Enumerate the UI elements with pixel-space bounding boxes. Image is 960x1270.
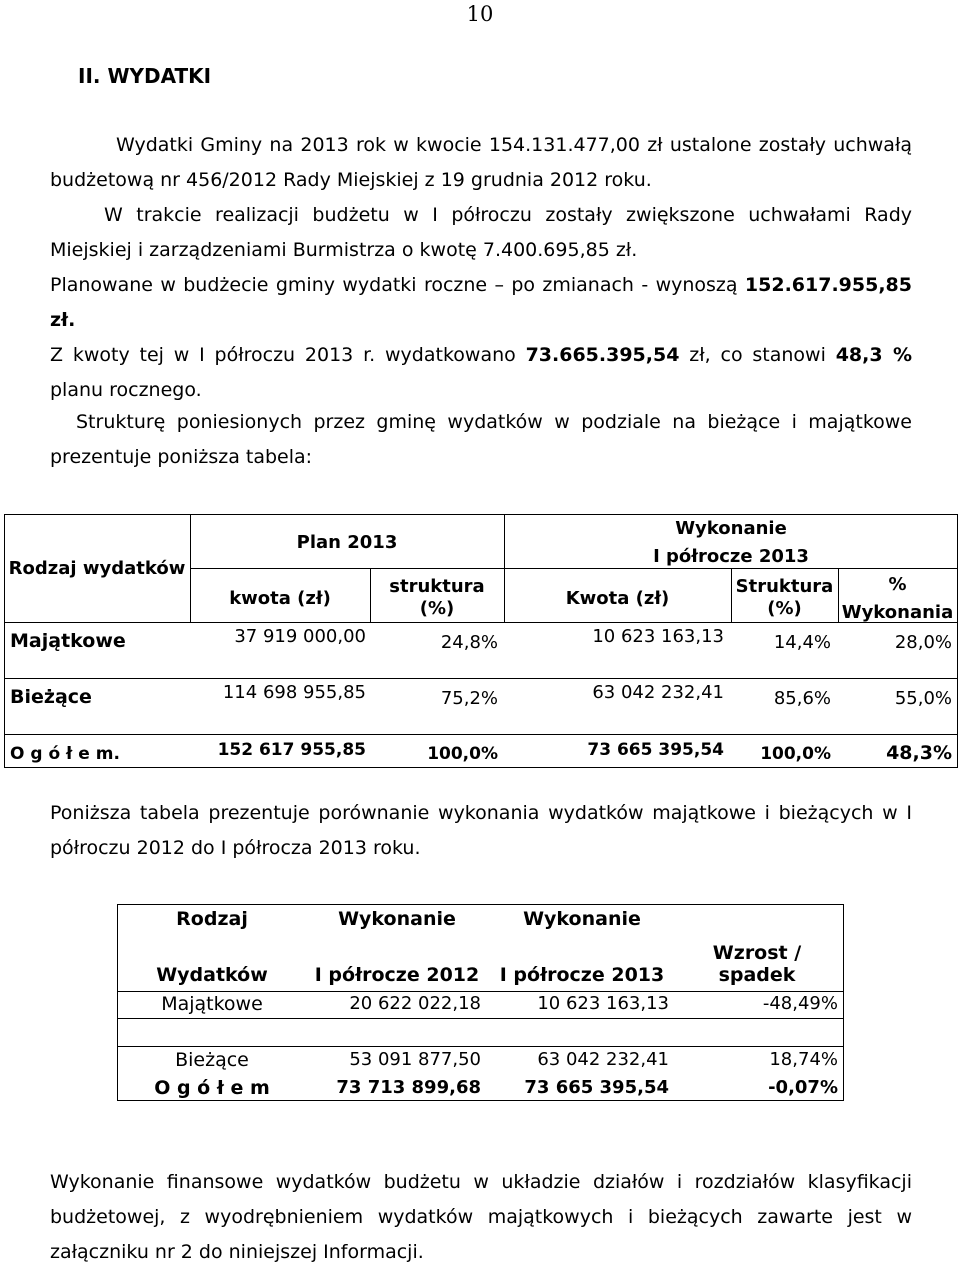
paragraph-financial-execution [50,1165,912,1270]
planned-amount-unit: zł. [50,309,76,331]
header-wyk-struktura: Struktura [735,576,834,597]
header-wyk-struktura-unit: (%) [767,598,802,619]
text-line: Strukturę poniesionych przez gminę wydatków w podziale na bieżące i majątkowe [76,411,912,433]
row-ogolem-2012: 73 713 899,68 [336,1077,481,1098]
planned-amount: 152.617.955,85 [744,274,912,296]
header-wyk-2012-period: I półrocze 2012 [314,964,480,986]
row-ogolem-name: O g ó ł e m. [10,744,120,764]
row-ogolem-wyk-struct: 100,0% [760,744,831,764]
expenses-comparison-table [117,904,844,1101]
paragraph-executed-expenses [50,338,912,408]
text-line [50,338,912,373]
header-plan-struktura-unit: (%) [419,598,455,619]
row-biezace-change: 18,74% [769,1049,838,1070]
header-wykonanie-period: I półrocze 2013 [653,546,809,567]
row-biezace-name: Bieżące [175,1049,249,1071]
planned-text: Planowane w budżecie gminy wydatki roczne – po zmianach - wynoszą [50,274,738,296]
row-biezace-plan: 114 698 955,85 [222,682,366,703]
row-majatkowe-2012: 20 622 022,18 [349,993,481,1014]
paragraph-comparison-intro [50,796,912,866]
row-biezace-2013: 63 042 232,41 [537,1049,669,1070]
paragraph-structure-intro [50,405,912,475]
row-majatkowe-wyk: 10 623 163,13 [592,626,724,647]
paragraph-budget-amount [50,128,912,198]
text-line: Wykonanie finansowe wydatków budżetu w układzie działów i rozdziałów klasyfikacji [50,1171,912,1193]
row-majatkowe-wyk-struct: 14,4% [773,632,831,653]
header-plan-struktura: struktura [389,576,485,597]
row-ogolem-struct: 100,0% [427,744,498,764]
header-wzrost: Wzrost / [712,942,802,964]
header-wyk-2013-period: I półrocze 2013 [499,964,665,986]
text-line: Miejskiej i zarządzeniami Burmistrza o kwotę 7.400.695,85 zł. [50,239,638,261]
text-line: prezentuje poniższa tabela: [50,446,313,468]
row-majatkowe-name: Majątkowe [10,630,126,652]
row-ogolem-name: O g ó ł e m [154,1077,270,1099]
header-plan-2013: Plan 2013 [296,532,398,553]
text-line: Poniższa tabela prezentuje porównanie wykonania wydatków majątkowe i bieżących w I [50,802,912,824]
executed-percent: 48,3 % [835,344,913,366]
row-ogolem-plan: 152 617 955,85 [217,740,366,760]
executed-text-b: zł, co stanowi [689,344,826,366]
text-line: Wydatki Gminy na 2013 rok w kwocie 154.131.477,00 zł ustalone zostały uchwałą [116,134,912,156]
executed-text-a: Z kwoty tej w I półroczu 2013 r. wydatkowano [50,344,516,366]
row-biezace-pct: 55,0% [894,688,952,709]
paragraph-budget-changes [50,198,912,268]
row-majatkowe-plan: 37 919 000,00 [234,626,366,647]
row-ogolem-2013: 73 665 395,54 [524,1077,669,1098]
row-ogolem-change: -0,07% [768,1077,838,1098]
text-line [50,303,912,338]
row-ogolem-pct: 48,3% [886,742,952,764]
header-procent-wykonania: Wykonania [841,602,954,623]
row-biezace-2012: 53 091 877,50 [349,1049,481,1070]
text-line [50,268,912,303]
text-line: W trakcie realizacji budżetu w I półroczu zostały zwiększone uchwałami Rady [104,204,912,226]
text-line: załączniku nr 2 do niniejszej Informacji. [50,1241,424,1263]
row-majatkowe-name: Majątkowe [161,993,263,1015]
header-wyk-2013: Wykonanie [523,908,641,930]
header-spadek: spadek [718,964,796,986]
row-majatkowe-pct: 28,0% [894,632,952,653]
header-plan-kwota: kwota (zł) [229,588,331,609]
row-biezace-wyk: 63 042 232,41 [592,682,724,703]
text-line: planu rocznego. [50,379,202,401]
header-rodzaj: Rodzaj [176,908,248,930]
header-wydatkow: Wydatków [156,964,268,986]
section-title: II. WYDATKI [78,64,212,88]
header-wykonanie: Wykonanie [675,518,787,539]
row-majatkowe-struct: 24,8% [440,632,498,653]
header-rodzaj-wydatkow: Rodzaj wydatków [8,558,186,579]
paragraph-planned-expenses [50,268,912,338]
executed-amount: 73.665.395,54 [525,344,680,366]
text-line: budżetowej, z wyodrębnieniem wydatków majątkowych i bieżących zawarte jest w [50,1206,912,1228]
row-ogolem-wyk: 73 665 395,54 [587,740,724,760]
row-majatkowe-change: -48,49% [762,993,838,1014]
text-line: półroczu 2012 do I półrocza 2013 roku. [50,837,421,859]
text-line: budżetową nr 456/2012 Rady Miejskiej z 19 grudnia 2012 roku. [50,169,652,191]
expenses-structure-table [4,514,958,768]
row-biezace-name: Bieżące [10,686,92,708]
header-wyk-2012: Wykonanie [338,908,456,930]
row-biezace-wyk-struct: 85,6% [773,688,831,709]
row-majatkowe-2013: 10 623 163,13 [537,993,669,1014]
row-biezace-struct: 75,2% [440,688,498,709]
header-wyk-kwota: Kwota (zł) [565,588,670,609]
header-procent: % [888,574,907,595]
page-number: 10 [466,2,494,26]
